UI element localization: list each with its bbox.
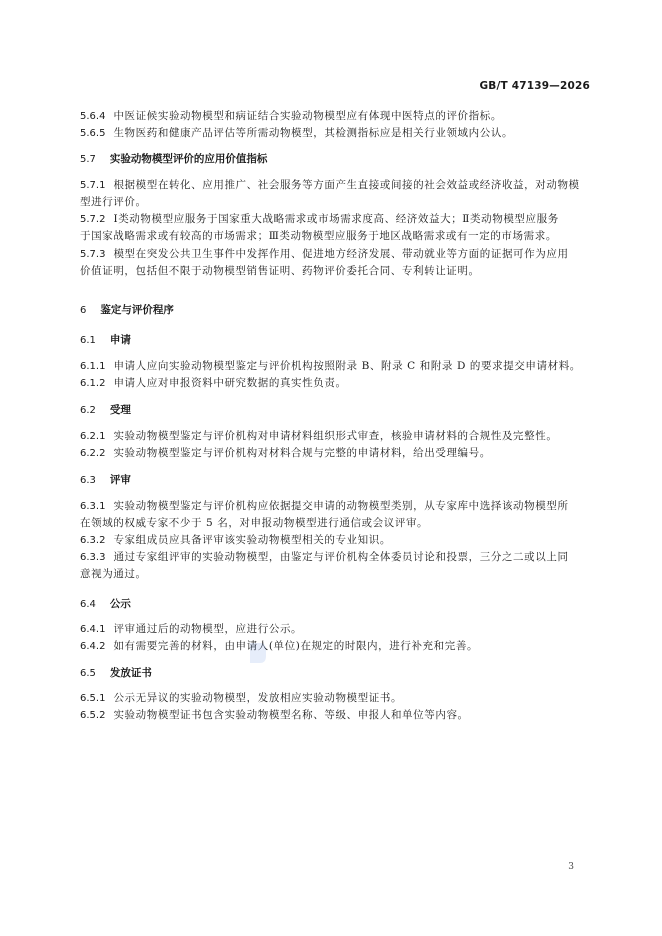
clause-number: 6.3.3 <box>80 552 106 563</box>
clause-text: 型进行评价。 <box>80 196 147 208</box>
clause-6-2-2 <box>80 445 600 462</box>
heading-number: 6.1 <box>80 335 96 346</box>
clause-text: 申请人应对申报资料中研究数据的真实性负责。 <box>113 377 347 389</box>
clause-6-2-1 <box>80 428 600 445</box>
clause-5-7-3 <box>80 246 600 263</box>
clause-text: 实验动物模型证书包含实验动物模型名称、等级、申报人和单位等内容。 <box>113 709 469 721</box>
clause-text: 通过专家组评审的实验动物模型，由鉴定与评价机构全体委员讨论和投票，三分之二或以上同 <box>113 551 569 563</box>
clause-number: 6.4.2 <box>80 641 106 652</box>
clause-number: 6.2.2 <box>80 448 106 459</box>
clause-5-7-1 <box>80 177 600 194</box>
clause-number: 5.7.3 <box>80 249 106 260</box>
heading-text: 发放证书 <box>109 667 152 679</box>
section-heading-6-5 <box>80 665 600 682</box>
clause-text: 专家组成员应具备评审该实验动物模型相关的专业知识。 <box>113 534 391 546</box>
clause-6-3-3 <box>80 549 600 566</box>
clause-5-7-1-cont <box>80 194 600 211</box>
clause-text: 根据模型在转化、应用推广、社会服务等方面产生直接或间接的社会效益或经济收益，对动物模 <box>113 179 580 191</box>
clause-text: 中医证候实验动物模型和病证结合实验动物模型应有体现中医特点的评价指标。 <box>113 110 502 122</box>
clause-number: 6.2.1 <box>80 431 106 442</box>
clause-6-3-1 <box>80 498 600 515</box>
clause-5-7-3-cont <box>80 263 600 280</box>
clause-number: 5.6.4 <box>80 111 106 122</box>
heading-text: 申请 <box>109 334 131 346</box>
section-heading-6-1 <box>80 332 600 349</box>
clause-5-6-4 <box>80 108 600 125</box>
clause-text: 在领域的权威专家不少于 5 名，对申报动物模型进行通信或会议评审。 <box>80 517 429 529</box>
clause-6-1-2 <box>80 375 600 392</box>
clause-number: 6.5.1 <box>80 693 106 704</box>
clause-6-4-1 <box>80 621 600 638</box>
clause-5-7-2-cont <box>80 228 600 245</box>
heading-number: 6.2 <box>80 405 96 416</box>
clause-6-1-1 <box>80 358 600 375</box>
clause-number: 6.5.2 <box>80 710 106 721</box>
section-heading-5-7 <box>80 151 600 168</box>
clause-number: 6.3.1 <box>80 501 106 512</box>
clause-text: 评审通过后的动物模型，应进行公示。 <box>113 623 303 635</box>
section-heading-6-2 <box>80 402 600 419</box>
clause-text: 申请人应向实验动物模型鉴定与评价机构按照附录 B、附录 C 和附录 D 的要求提交申请材料。 <box>113 360 581 372</box>
page-number: 3 <box>568 862 574 872</box>
clause-text: 实验动物模型鉴定与评价机构对申请材料组织形式审查，核验申请材料的合规性及完整性。 <box>113 430 558 442</box>
clause-number: 6.3.2 <box>80 535 106 546</box>
clause-5-7-2 <box>80 211 600 228</box>
clause-6-3-3-cont <box>80 566 600 583</box>
heading-text: 鉴定与评价程序 <box>100 304 174 316</box>
heading-number: 6.3 <box>80 475 96 486</box>
clause-6-4-2 <box>80 638 600 655</box>
clause-number: 5.7.1 <box>80 180 106 191</box>
heading-text: 受理 <box>109 404 131 416</box>
section-heading-6-3 <box>80 472 600 489</box>
heading-text: 实验动物模型评价的应用价值指标 <box>109 153 268 165</box>
heading-number: 6.4 <box>80 599 96 610</box>
heading-number: 5.7 <box>80 154 96 165</box>
standard-code: GB/T 47139—2026 <box>479 80 590 92</box>
heading-number: 6 <box>80 305 87 316</box>
clause-text: 于国家战略需求或有较高的市场需求；Ⅲ类动物模型应服务于地区战略需求或有一定的市场需求。 <box>80 230 557 242</box>
section-heading-6-4 <box>80 596 600 613</box>
watermark-logo <box>246 640 268 666</box>
clause-5-6-5 <box>80 125 600 142</box>
clause-text: 实验动物模型鉴定与评价机构对材料合规与完整的申请材料，给出受理编号。 <box>113 447 491 459</box>
clause-text: Ⅰ类动物模型应服务于国家重大战略需求或市场需求度高、经济效益大；Ⅱ类动物模型应服务 <box>113 213 559 225</box>
clause-text: 价值证明，包括但不限于动物模型销售证明、药物评价委托合同、专利转让证明。 <box>80 265 480 277</box>
clause-6-3-2 <box>80 532 600 549</box>
clause-number: 5.6.5 <box>80 128 106 139</box>
clause-number: 6.1.2 <box>80 378 106 389</box>
clause-text: 意视为通过。 <box>80 568 147 580</box>
clause-text: 公示无异议的实验动物模型，发放相应实验动物模型证书。 <box>113 692 403 704</box>
heading-text: 评审 <box>109 474 131 486</box>
clause-6-5-2 <box>80 707 600 724</box>
clause-6-5-1 <box>80 690 600 707</box>
clause-6-3-1-cont <box>80 515 600 532</box>
clause-text: 模型在突发公共卫生事件中发挥作用、促进地方经济发展、带动就业等方面的证据可作为应用 <box>113 248 569 260</box>
clause-number: 6.4.1 <box>80 624 106 635</box>
heading-number: 6.5 <box>80 668 96 679</box>
clause-number: 5.7.2 <box>80 214 106 225</box>
clause-number: 6.1.1 <box>80 361 106 372</box>
heading-text: 公示 <box>109 598 131 610</box>
clause-text: 生物医药和健康产品评估等所需动物模型，其检测指标应是相关行业领域内公认。 <box>113 127 514 139</box>
clause-text: 如有需要完善的材料，由申请人(单位)在规定的时限内，进行补充和完善。 <box>113 640 479 652</box>
clause-text: 实验动物模型鉴定与评价机构应依据提交申请的动物模型类别，从专家库中选择该动物模型所 <box>113 500 569 512</box>
section-heading-6 <box>80 302 600 319</box>
